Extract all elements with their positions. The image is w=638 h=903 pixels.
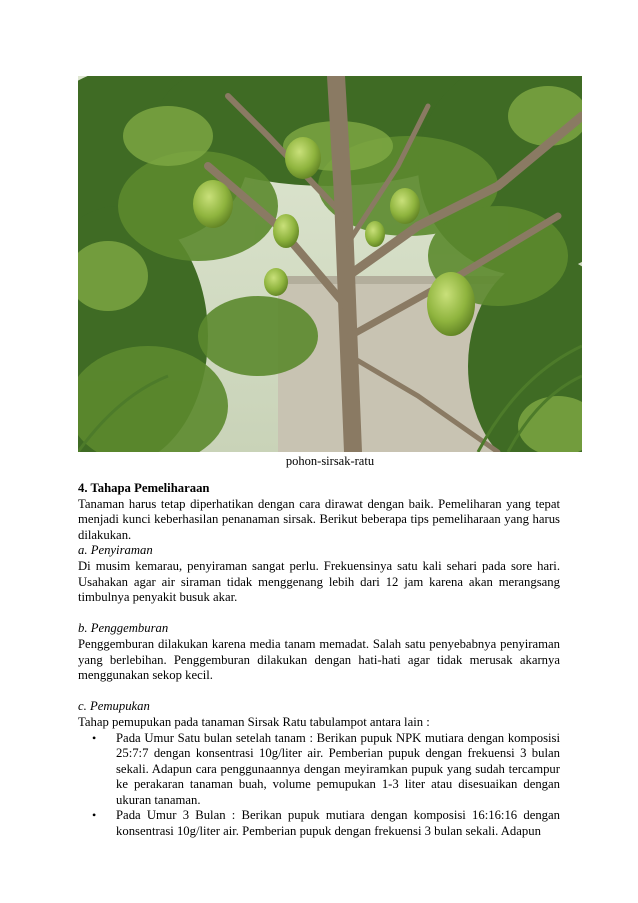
subsection-title-penggemburan: b. Penggemburan (78, 621, 169, 636)
subsection-title-pemupukan: c. Pemupukan (78, 699, 150, 714)
section-intro: Tanaman harus tetap diperhatikan dengan cara dirawat dengan baik. Pemeliharan yang tepat menjadi kunci keberhasilan penanaman sirsak. Berikut beberapa tips pemeliharaan yang harus dilakukan. (78, 496, 560, 542)
soursop-tree-photo (78, 76, 582, 452)
paragraph-pemupukan-intro: Tahap pemupukan pada tanaman Sirsak Ratu tabulampot antara lain : (78, 714, 430, 729)
list-item-text: Pada Umur Satu bulan setelah tanam : Berikan pupuk NPK mutiara dengan komposisi 25:7:7 dengan konsentrasi 10g/liter air. Pemberian pupuk dengan frekuensi 3 bulan sekali. Adapun cara penggunaannya dengan meyiramkan pupuk yang sudah tercampur ke perakaran tanaman buah, volume pemupukan 1-3 liter atau disesuaikan dengan ukuran tanaman. (116, 730, 560, 807)
fertilizer-list (78, 731, 560, 840)
list-item (78, 731, 560, 809)
bullet-icon: • (92, 808, 97, 823)
list-item-text: Pada Umur 3 Bulan : Berikan pupuk mutiara dengan komposisi 16:16:16 dengan konsentrasi 10g/liter air. Pemberian pupuk dengan frekuensi 3 bulan sekali. Adapun (116, 808, 560, 839)
document-body (78, 481, 560, 840)
section-heading: 4. Tahapa Pemeliharaan (78, 481, 210, 495)
spacer (78, 684, 560, 700)
spacer (78, 606, 560, 622)
paragraph-penggemburan: Penggemburan dilakukan karena media tanam memadat. Salah satu penyebabnya penyiraman yang berlebihan. Penggemburan dilakukan dengan hati-hati agar tidak merusak akarnya menggunakan sekop kecil. (78, 636, 560, 683)
list-item (78, 808, 560, 839)
paragraph-penyiraman: Di musim kemarau, penyiraman sangat perlu. Frekuensinya satu kali sehari pada sore hari. Usahakan agar air siraman tidak menggenang lebih dari 12 jam karena akan merangsang timbulnya penyakit busuk akar. (78, 558, 560, 605)
subsection-title-penyiraman: a. Penyiraman (78, 543, 153, 558)
figure-caption: pohon-sirsak-ratu (285, 454, 375, 468)
soursop-tree-illustration (78, 76, 582, 452)
bullet-icon: • (92, 730, 97, 745)
